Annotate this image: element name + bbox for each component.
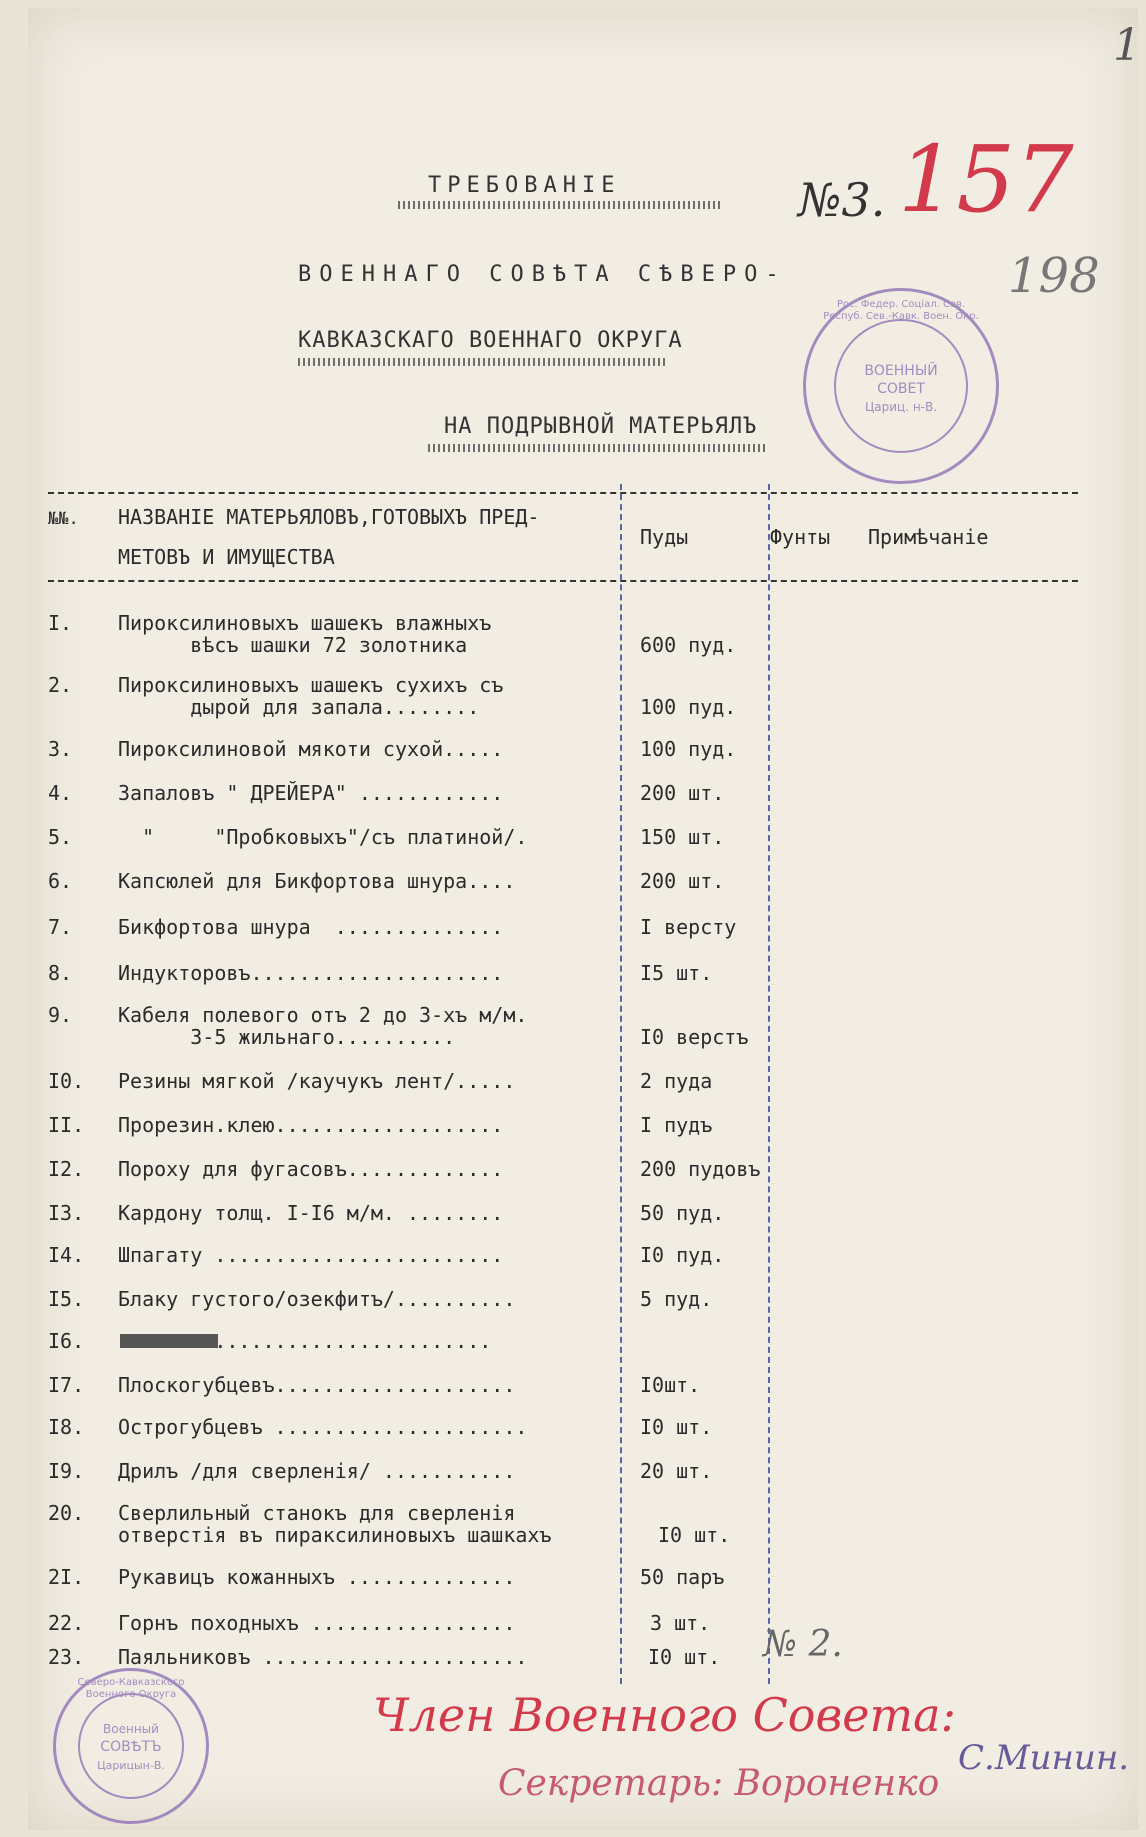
row-name: Шпагату ........................ [118, 1243, 504, 1267]
document-page [28, 8, 1141, 1830]
stamp-center-line-2: СОВѢТЪ [100, 1739, 162, 1755]
stamp-center-line-3: Цариц. н-В. [864, 400, 938, 414]
stamp-ring-text: Рос. Федер. Соціал. Сов. Респуб. Сев.-Кавк. Воен. Окр. [823, 299, 979, 322]
row-quantity: I0 пуд. [640, 1243, 725, 1267]
title-underline-1 [398, 201, 723, 209]
row-quantity: I0 шт. [640, 1415, 713, 1439]
row-name: Пироксилиновыхъ шашекъ влажныхъ вѣсъ шашки 72 золотника [118, 611, 492, 657]
row-number: I2. [48, 1157, 85, 1181]
document-number: №3. [798, 173, 886, 227]
title-underline-3 [298, 358, 668, 366]
row-name: Пироксилиновой мякоти сухой..... [118, 737, 504, 761]
row-name: ....................... [118, 1329, 492, 1353]
row-name: Острогубцевъ ..................... [118, 1415, 528, 1439]
row-quantity: 100 пуд. [640, 695, 737, 719]
stamp-ring-text: Северо-Кавказского Военного Округа [77, 1677, 185, 1700]
header-pudy: Пуды [640, 525, 689, 549]
council-stamp-bottom [53, 1668, 209, 1824]
council-stamp-top [803, 288, 999, 484]
header-note: Примѣчаніе [868, 525, 989, 549]
header-name-line-1: НАЗВАНІЕ МАТЕРЬЯЛОВЪ,ГОТОВЫХЪ ПРЕД- [118, 505, 540, 529]
row-quantity: 100 пуд. [640, 737, 737, 761]
page-number: 1 [1113, 20, 1141, 71]
row-number: 2I. [48, 1565, 85, 1589]
row-quantity: 2 пуда [640, 1069, 713, 1093]
row-name: Рукавицъ кожанныхъ .............. [118, 1565, 516, 1589]
row-number: 8. [48, 961, 73, 985]
row-name: Паяльниковъ ...................... [118, 1645, 528, 1669]
row-name: " "Пробковыхъ"/съ платиной/. [118, 825, 528, 849]
row-number: I6. [48, 1329, 85, 1353]
row-quantity: I0 шт. [658, 1523, 731, 1547]
row-name: Горнъ походныхъ ................. [118, 1611, 516, 1635]
row-number: 3. [48, 737, 73, 761]
table-header-rule [48, 580, 1078, 582]
row-name: Плоскогубцевъ.................... [118, 1373, 516, 1397]
row-number: 9. [48, 1003, 73, 1027]
red-signature-line: Член Военного Совета: [373, 1688, 956, 1742]
row-number: 7. [48, 915, 73, 939]
row-number: I. [48, 611, 73, 635]
column-rule-funty [768, 484, 770, 1684]
row-quantity: I5 шт. [640, 961, 713, 985]
header-funty: Фунты [770, 525, 831, 549]
row-quantity: I0шт. [640, 1373, 701, 1397]
row-number: 22. [48, 1611, 85, 1635]
row-name: Бикфортова шнура .............. [118, 915, 504, 939]
row-quantity: 200 шт. [640, 869, 725, 893]
row-quantity: 50 пуд. [640, 1201, 725, 1225]
table-top-rule [48, 492, 1078, 494]
row-number: 20. [48, 1501, 85, 1525]
row-quantity: 50 паръ [640, 1565, 725, 1589]
row-quantity: I0 шт. [648, 1645, 721, 1669]
row-quantity: 5 пуд. [640, 1287, 713, 1311]
row-name: Дрилъ /для сверленія/ ........... [118, 1459, 516, 1483]
pencil-number: 198 [1008, 248, 1100, 304]
row-name: Сверлильный станокъ для сверленія отверстія въ пираксилиновыхъ шашкахъ [118, 1501, 552, 1547]
header-num: №№. [48, 509, 79, 529]
row-number: II. [48, 1113, 85, 1137]
stamp-center-line-3: Царицын-В. [97, 1759, 165, 1772]
row-number: 4. [48, 781, 73, 805]
row-number: 2. [48, 673, 73, 697]
row-number: 5. [48, 825, 73, 849]
row-quantity: I пудъ [640, 1113, 713, 1137]
title-line-1: ТРЕБОВАНІЕ [428, 173, 621, 198]
row-number: I5. [48, 1287, 85, 1311]
red-ink-number: 157 [898, 126, 1074, 233]
stamp-center-line-1: ВОЕННЫЙ [864, 363, 938, 379]
row-number: I9. [48, 1459, 85, 1483]
row-quantity: 600 пуд. [640, 633, 737, 657]
row-name: Кабеля полевого отъ 2 до 3-хъ м/м. 3-5 жильнаго.......... [118, 1003, 528, 1049]
row-number: I4. [48, 1243, 85, 1267]
pencil-mark: № 2. [763, 1624, 843, 1665]
row-name: Кардону толщ. I-I6 м/м. ........ [118, 1201, 504, 1225]
title-line-2: ВОЕННАГО СОВѢТА СѢВЕРО- [298, 262, 787, 287]
row-quantity: 200 шт. [640, 781, 725, 805]
row-name: Пороху для фугасовъ............. [118, 1157, 504, 1181]
row-quantity: I версту [640, 915, 737, 939]
row-name: Резины мягкой /каучукъ лент/..... [118, 1069, 516, 1093]
row-name: Капсюлей для Бикфортова шнура.... [118, 869, 516, 893]
row-number: 6. [48, 869, 73, 893]
row-quantity: 200 пудовъ [640, 1157, 761, 1181]
row-quantity: I0 верстъ [640, 1025, 749, 1049]
row-number: I0. [48, 1069, 85, 1093]
row-quantity: 150 шт. [640, 825, 725, 849]
title-underline-4 [428, 444, 768, 452]
row-name: Пироксилиновыхъ шашекъ сухихъ съ дырой для запала........ [118, 673, 504, 719]
row-quantity: 20 шт. [640, 1459, 713, 1483]
row-number: 23. [48, 1645, 85, 1669]
row-name: Блаку густого/озекфитъ/.......... [118, 1287, 516, 1311]
row-number: I8. [48, 1415, 85, 1439]
row-number: I7. [48, 1373, 85, 1397]
stamp-center-line-2: СОВЕТ [877, 381, 925, 397]
stamp-center-line-1: Военный [103, 1722, 159, 1736]
secretary-signature: Секретарь: Вороненко [498, 1763, 940, 1804]
header-name-line-2: МЕТОВЪ И ИМУЩЕСТВА [118, 545, 335, 569]
row-name: Индукторовъ..................... [118, 961, 504, 985]
minin-signature: С.Минин. [958, 1738, 1130, 1778]
title-line-4: НА ПОДРЫВНОЙ МАТЕРЬЯЛЪ [444, 414, 758, 439]
row-name: Запаловъ " ДРЕЙЕРА" ............ [118, 781, 504, 805]
row-quantity: 3 шт. [650, 1611, 711, 1635]
title-line-3: КАВКАЗСКАГО ВОЕННАГО ОКРУГА [298, 328, 683, 353]
row-name: Прорезин.клею................... [118, 1113, 504, 1137]
row-number: I3. [48, 1201, 85, 1225]
